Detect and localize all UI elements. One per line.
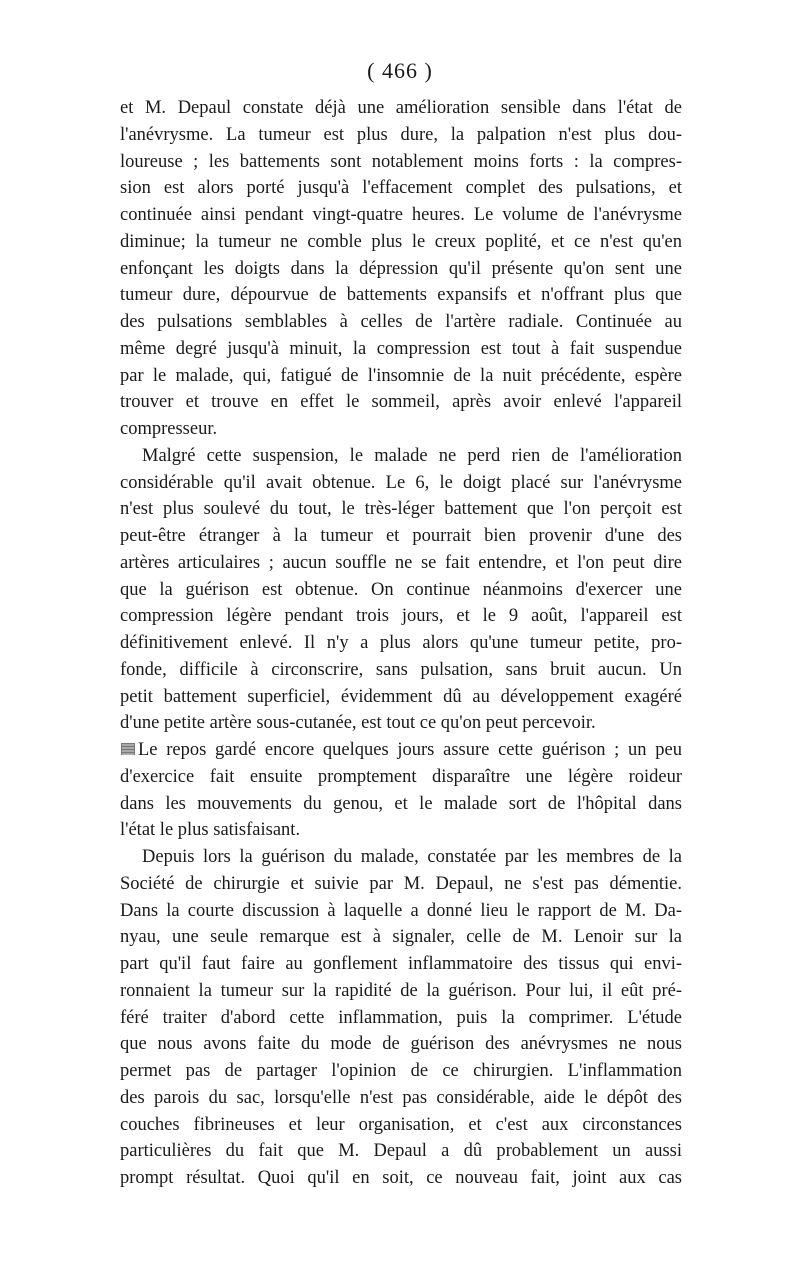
text-line-content: couches fibrineuses et leur organisation, et c'est aux circonstances bbox=[120, 1114, 682, 1135]
text-line-content: compresseur. bbox=[120, 419, 218, 439]
text-line-content: d'une petite artère sous-cutanée, est tout ce qu'on peut percevoir. bbox=[120, 713, 596, 734]
text-line bbox=[120, 149, 682, 176]
text-line bbox=[120, 1005, 682, 1032]
text-line bbox=[120, 523, 682, 550]
text-line-content: considérable qu'il avait obtenue. Le 6, le doigt placé sur l'anévrysme bbox=[120, 472, 682, 493]
text-line bbox=[120, 282, 682, 309]
text-line bbox=[120, 844, 682, 871]
text-line bbox=[120, 229, 682, 256]
text-line bbox=[120, 924, 682, 951]
text-line-content: des pulsations semblables à celles de l'artère radiale. Continuée au bbox=[120, 312, 682, 332]
text-line bbox=[120, 202, 682, 229]
text-line-content: prompt résultat. Quoi qu'il en soit, ce nouveau fait, joint aux cas bbox=[120, 1168, 682, 1188]
text-line bbox=[120, 122, 682, 149]
text-line bbox=[120, 898, 682, 925]
text-line bbox=[120, 256, 682, 283]
text-line-content: particulières du fait que M. Depaul a dû probablement un aussi bbox=[120, 1141, 682, 1162]
text-line-content: sion est alors porté jusqu'à l'effacement complet des pulsations, et bbox=[120, 178, 682, 199]
text-line-content: Le repos gardé encore quelques jours assure cette guérison ; un peu bbox=[138, 740, 682, 760]
text-line-content: fonde, difficile à circonscrire, sans pulsation, sans bruit aucun. Un bbox=[120, 659, 682, 680]
text-line-content: féré traiter d'abord cette inflammation, puis la comprimer. L'étude bbox=[120, 1007, 682, 1028]
text-line-content: que la guérison est obtenue. On continue néanmoins d'exercer une bbox=[120, 579, 682, 600]
text-line bbox=[120, 336, 682, 363]
text-line bbox=[120, 1165, 682, 1192]
text-line bbox=[120, 389, 682, 416]
text-line-content: Malgré cette suspension, le malade ne perd rien de l'amélioration bbox=[142, 445, 682, 466]
text-line-content: continuée ainsi pendant vingt-quatre heures. Le volume de l'anévrysme bbox=[120, 205, 682, 225]
text-line bbox=[120, 978, 682, 1005]
text-line bbox=[120, 737, 682, 764]
text-line bbox=[120, 871, 682, 898]
text-line bbox=[120, 443, 682, 470]
text-line-content: des parois du sac, lorsqu'elle n'est pas considérable, aide le dépôt des bbox=[120, 1087, 682, 1108]
text-line-content: compression légère pendant trois jours, et le 9 août, l'appareil est bbox=[120, 606, 682, 627]
text-line-content: tumeur dure, dépourvue de battements expansifs et n'offrant plus que bbox=[120, 285, 682, 306]
text-line bbox=[120, 1085, 682, 1112]
text-line bbox=[120, 309, 682, 336]
text-line bbox=[120, 496, 682, 523]
text-line-content: diminue; la tumeur ne comble plus le creux poplité, et ce n'est qu'en bbox=[120, 231, 682, 252]
text-line bbox=[120, 470, 682, 497]
text-line-content: enfonçant les doigts dans la dépression qu'il présente qu'on sent une bbox=[120, 258, 682, 279]
text-line bbox=[120, 657, 682, 684]
text-line bbox=[120, 764, 682, 791]
ornament-icon bbox=[120, 741, 136, 757]
text-line bbox=[120, 550, 682, 577]
text-line bbox=[120, 175, 682, 202]
text-line-content: définitivement enlevé. Il n'y a plus alors qu'une tumeur petite, pro- bbox=[120, 633, 682, 653]
text-line-content: que nous avons faite du mode de guérison des anévrysmes ne nous bbox=[120, 1034, 682, 1055]
text-line-content: même degré jusqu'à minuit, la compression est tout à fait suspendue bbox=[120, 338, 682, 359]
text-line-content: d'exercice fait ensuite promptement disparaître une légère roideur bbox=[120, 766, 682, 787]
text-line-content: petit battement superficiel, évidemment dû au développement exagéré bbox=[120, 686, 682, 707]
text-line-content: et M. Depaul constate déjà une amélioration sensible dans l'état de bbox=[120, 98, 682, 118]
text-line-content: ronnaient la tumeur sur la rapidité de la guérison. Pour lui, il eût pré- bbox=[120, 980, 682, 1001]
text-line bbox=[120, 791, 682, 818]
text-line bbox=[120, 710, 682, 737]
text-line bbox=[120, 817, 682, 844]
text-line bbox=[120, 416, 682, 443]
text-line-content: l'état le plus satisfaisant. bbox=[120, 820, 301, 841]
text-line-content: Depuis lors la guérison du malade, constatée par les membres de la bbox=[142, 847, 682, 867]
text-line bbox=[120, 684, 682, 711]
text-line bbox=[120, 603, 682, 630]
text-line-content: Société de chirurgie et suivie par M. Depaul, ne s'est pas démentie. bbox=[120, 873, 682, 894]
text-line bbox=[120, 1112, 682, 1139]
text-line-content: permet pas de partager l'opinion de ce chirurgien. L'inflammation bbox=[120, 1061, 682, 1081]
text-line bbox=[120, 577, 682, 604]
text-line-content: part qu'il faut faire au gonflement inflammatoire des tissus qui envi- bbox=[120, 954, 682, 974]
text-line bbox=[120, 630, 682, 657]
text-line-content: loureuse ; les battements sont notablement moins forts : la compres- bbox=[120, 151, 682, 172]
text-line-content: trouver et trouve en effet le sommeil, après avoir enlevé l'appareil bbox=[120, 392, 682, 413]
text-line-content: nyau, une seule remarque est à signaler, celle de M. Lenoir sur la bbox=[120, 927, 682, 948]
text-line-content: par le malade, qui, fatigué de l'insomnie de la nuit précédente, espère bbox=[120, 365, 682, 386]
text-line-content: Dans la courte discussion à laquelle a donné lieu le rapport de M. Da- bbox=[120, 900, 682, 921]
text-line-content: artères articulaires ; aucun souffle ne se fait entendre, et l'on peut dire bbox=[120, 552, 682, 573]
text-line bbox=[120, 1138, 682, 1165]
text-line bbox=[120, 1031, 682, 1058]
page-text bbox=[120, 95, 682, 1192]
text-line bbox=[120, 951, 682, 978]
text-line-content: peut-être étranger à la tumeur et pourrait bien provenir d'une des bbox=[120, 526, 682, 546]
text-line bbox=[120, 1058, 682, 1085]
text-line bbox=[120, 95, 682, 122]
text-line-content: l'anévrysme. La tumeur est plus dure, la palpation n'est plus dou- bbox=[120, 124, 682, 145]
text-line bbox=[120, 363, 682, 390]
text-line-content: n'est plus soulevé du tout, le très-léger battement que l'on perçoit est bbox=[120, 499, 682, 520]
text-line-content: dans les mouvements du genou, et le malade sort de l'hôpital dans bbox=[120, 793, 682, 814]
page-number: ( 466 ) bbox=[367, 58, 433, 83]
